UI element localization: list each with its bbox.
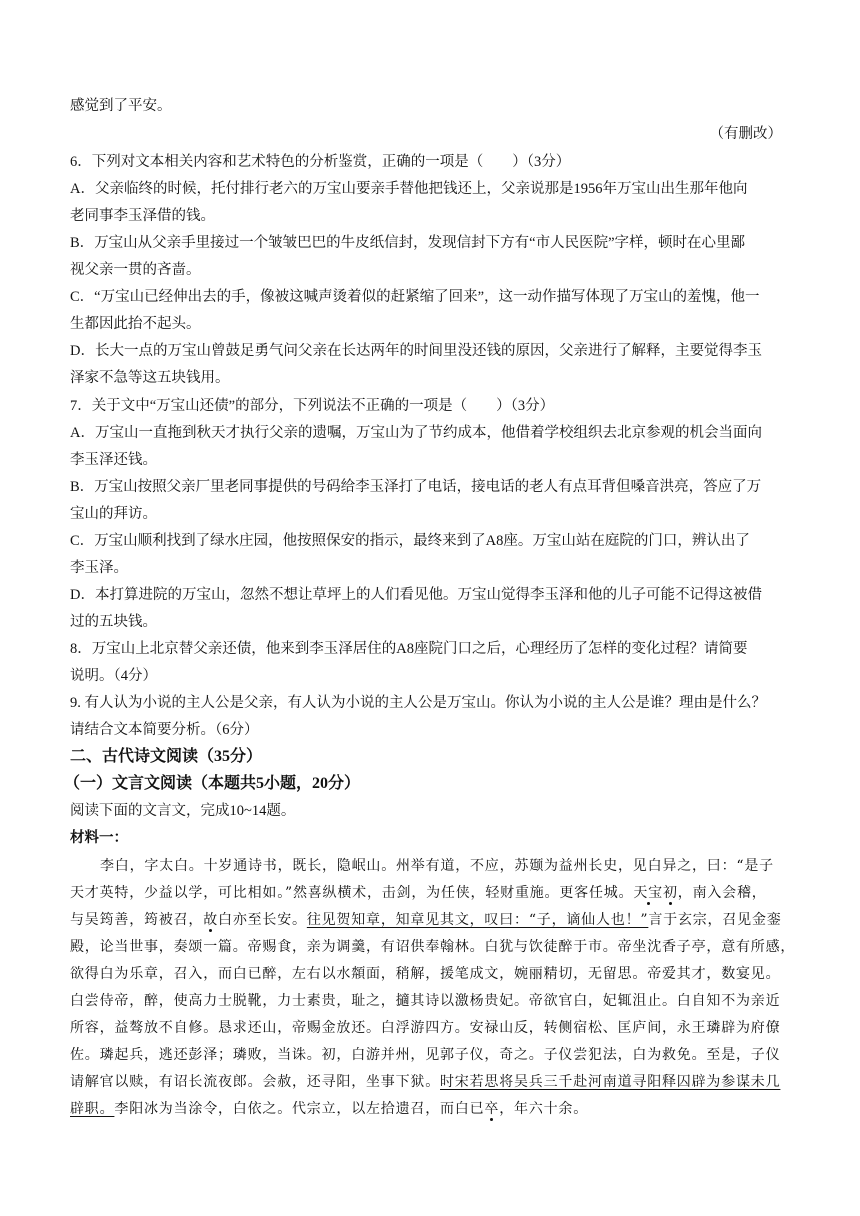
reading-instruction: 阅读下面的文言文，完成10~14题。 [70, 803, 296, 819]
passage-line: 辟职。李阳冰为当涂令，白依之。代宗立，以左拾遗召，而白已卒，年六十余。 [70, 1101, 589, 1117]
passage-line: 与吴筠善，筠被召，故白亦至长安。往见贺知章，知章见其文，叹曰：“子，谪仙人也！”言于玄宗，召见金銮 [70, 912, 782, 928]
q7-option-c: C．万宝山顺利找到了绿水庄园，他按照保安的指示，最终来到了A8座。万宝山站在庭院的门口，辨认出了 [70, 533, 750, 549]
question-8-stem-cont: 说明。（4分） [70, 668, 157, 684]
underlined-sentence: 时宋若思将吴兵三千赴河南道寻阳释囚辟为参谋未几 [440, 1074, 781, 1090]
passage-line: 白尝侍帝，醉，使高力士脱靴，力士素贵，耻之，擿其诗以激杨贵妃。帝欲官白，妃辄沮止。白自知不为亲近 [70, 993, 781, 1009]
q6-option-b-cont: 视父亲一贯的吝啬。 [70, 262, 201, 278]
q6-option-b: B．万宝山从父亲手里接过一个皱皱巴巴的牛皮纸信封，发现信封下方有“市人民医院”字样，顿时在心里鄙 [70, 235, 746, 251]
question-7-stem: 7．关于文中“万宝山还债”的部分，下列说法不正确的一项是（ ）（3分） [70, 398, 555, 414]
intro-tail: 感觉到了平安。 [70, 98, 172, 114]
passage-line: 所容，益骜放不自修。恳求还山，帝赐金放还。白浮游四方。安禄山反，转侧宿松、匡庐间，永王璘辟为府僚 [70, 1020, 781, 1036]
underlined-sentence: 辟职。 [70, 1101, 115, 1117]
question-9-stem: 9. 有人认为小说的主人公是父亲，有人认为小说的主人公是万宝山。你认为小说的主人公是谁？理由是什么？ [70, 695, 766, 711]
passage-line: 天才英特，少益以学，可比相如。”然喜纵横术，击剑，为任侠，轻财重施。更客任城。天宝初，南入会稽， [70, 885, 767, 901]
q7-option-c-cont: 李玉泽。 [70, 560, 128, 576]
section-title: 二、古代诗文阅读（35分） [70, 748, 263, 765]
q6-option-d-cont: 泽家不急等这五块钱用。 [70, 370, 230, 386]
passage-line: 殿，论当世事，奏颂一篇。帝赐食，亲为调羹，有诏供奉翰林。白犹与饮徒醉于市。帝坐沈香子亭，意有所感， [70, 939, 796, 955]
underlined-sentence: 往见贺知章，知章见其文，叹曰：“子，谪仙人也！” [306, 912, 649, 928]
passage-line: 佐。璘起兵，逃还彭泽；璘败，当诛。初，白游并州，见郭子仪，奇之。子仪尝犯法，白为救免。至是，子仪 [70, 1047, 781, 1063]
question-6-stem: 6．下列对文本相关内容和艺术特色的分析鉴赏，正确的一项是（ ）（3分） [70, 154, 571, 170]
question-8-stem: 8．万宝山上北京替父亲还债，他来到李玉泽居住的A8座院门口之后，心理经历了怎样的变化过程？请简要 [70, 641, 748, 657]
subsection-title: （一）文言文阅读（本题共5小题，20分） [64, 775, 361, 792]
material-label: 材料一： [70, 830, 128, 846]
emphasis-dot-word: 卒 [484, 1101, 500, 1117]
q7-option-b-cont: 宝山的拜访。 [70, 506, 157, 522]
q7-option-b: B．万宝山按照父亲厂里老同事提供的号码给李玉泽打了电话，接电话的老人有点耳背但嗓音洪亮，答应了万 [70, 479, 762, 495]
q6-option-d: D．长大一点的万宝山曾鼓足勇气问父亲在长达两年的时间里没还钱的原因，父亲进行了解释，主要觉得李玉 [70, 343, 762, 359]
emphasis-dot-word: 故 [203, 912, 219, 928]
q7-option-a: A．万宝山一直拖到秋天才执行父亲的遗嘱，万宝山为了节约成本，他借着学校组织去北京参观的机会当面向 [70, 425, 762, 441]
q7-option-d-cont: 过的五块钱。 [70, 614, 157, 630]
passage-line: 李白，字太白。十岁通诗书，既长，隐岷山。州举有道，不应，苏颋为益州长史，见白异之，曰：“是子 [100, 858, 774, 874]
q6-option-c-cont: 生都因此抬不起头。 [70, 316, 201, 332]
emphasis-dot-word: 天宝 [633, 885, 663, 901]
emphasis-dot-word: 初 [662, 885, 678, 901]
passage-line: 请解官以赎，有诏长流夜郎。会赦，还寻阳，坐事下狱。时宋若思将吴兵三千赴河南道寻阳释囚辟为参谋未几 [70, 1074, 781, 1090]
q7-option-a-cont: 李玉泽还钱。 [70, 452, 157, 468]
source-note: （有删改） [709, 126, 782, 142]
q7-option-d: D．本打算进院的万宝山，忽然不想让草坪上的人们看见他。万宝山觉得李玉泽和他的儿子可能不记得这被借 [70, 587, 762, 603]
passage-line: 欲得白为乐章，召入，而白已醉，左右以水頮面，稍解，援笔成文，婉丽精切，无留思。帝爱其才，数宴见。 [70, 966, 781, 982]
question-9-stem-cont: 请结合文本简要分析。（6分） [70, 722, 259, 738]
q6-option-a-cont: 老同事李玉泽借的钱。 [70, 208, 215, 224]
q6-option-a: A．父亲临终的时候，托付排行老六的万宝山要亲手替他把钱还上，父亲说那是1956年万宝山出生那年他向 [70, 181, 748, 197]
q6-option-c: C．“万宝山已经伸出去的手，像被这喊声烫着似的赶紧缩了回来”，这一动作描写体现了万宝山的羞愧，他一 [70, 289, 760, 305]
